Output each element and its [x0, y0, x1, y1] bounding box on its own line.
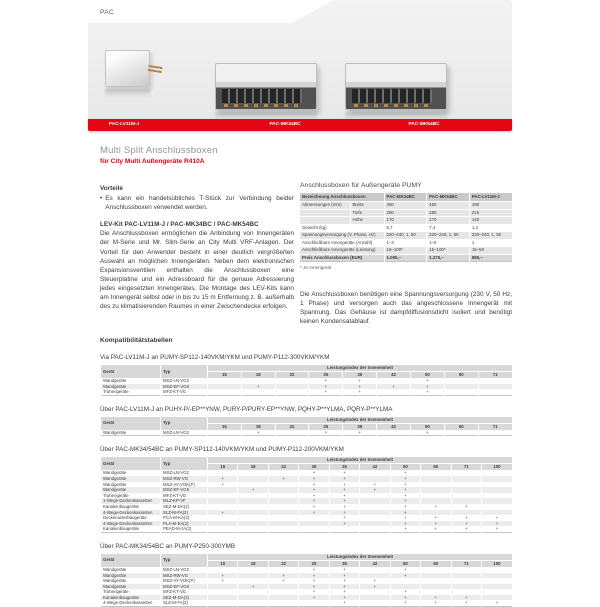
- spec-section: [300, 182, 512, 326]
- spec-row: Spannungsversorgung (V, Phase, Hz) 220–240, 1, 50 220–240, 1, 50 220–240, 1, 50: [300, 232, 512, 240]
- connector-row: [352, 89, 432, 103]
- compat-row: Wandgeräte MSZ-AY-VGK(P) + + + + +: [101, 578, 513, 584]
- product-image-pac-mk54bc: [345, 63, 447, 110]
- spec-row: Tiefe 280 280 215: [300, 209, 512, 217]
- compat-table-title: Über PAC-LV11M-J an PUHY-P/-EP**YNW, PURY-P/PURY-EP**YNW, PQHY-P**YLMA, PQRY-P**YLMA: [100, 405, 393, 413]
- compat-row: Wandgeräte MSZ-LN-VG2 + + +: [101, 567, 513, 573]
- vorteile-heading: Vorteile: [100, 185, 123, 192]
- compat-heading: Kompatibilitätstabellen: [100, 337, 173, 344]
- spec-heading: Anschlussboxen für Außengeräte PUMY: [300, 182, 422, 189]
- bullet-text: • Es kann ein handelsübliches T-Stück zur Verbindung beider Anschlussboxen verwendet werden.: [105, 195, 294, 212]
- compat-row: Kanaleinbaugeräte SEZ-M-DA(2) + + + + +: [101, 504, 513, 510]
- compat-row: Wandgeräte MSZ-EF-VGK + + + +: [101, 584, 513, 590]
- product-label: PAC-MK34BC: [269, 122, 301, 127]
- page-header: [100, 145, 400, 165]
- reflection: [105, 89, 150, 98]
- spec-row: Gewicht (kg) 6,7 7,4 1,3: [300, 224, 512, 232]
- brass-fittings: [354, 104, 428, 107]
- compat-row: Wandgeräte MSZ-EF-VGK + + + + +: [101, 487, 513, 493]
- compat-table: Gerät Typ Leistungsindex der Inneneinheit 15 18 22 25 35 42 50 60 71 Wandgeräte MSZ-LN-VG2 + + + Wandgeräte MSZ-EF-VGK + + + + + Truhengeräte MFZ-KT-VG + + +: [100, 364, 512, 396]
- page-subtitle: für City Multi Außengeräte R410A: [100, 158, 205, 165]
- compat-row: 4-Wege-Deckenkassetten PLA-M-EA(2) + + + + +: [101, 521, 513, 527]
- compat-row: Wandgeräte MSZ-LN-VG2 + + +: [101, 470, 513, 476]
- vorteile-bullet: [100, 194, 294, 212]
- compat-row: Kanaleinbaugeräte SEZ-M-DA(2) + + + + +: [101, 595, 513, 601]
- compat-table-title: Via PAC-LV11M-J an PUMY-SP112-140VKM/YKM und PUMY-P112-300VKM/YKM: [100, 354, 330, 361]
- spec-row: Preis Anschlussboxen (EUR) 1.095,– 1.275,– 985,–: [300, 254, 512, 262]
- spec-table: [300, 192, 512, 262]
- compat-row: 1-Wege-Deckenkassetten MLZ-KP-VF + + +: [101, 498, 513, 504]
- compat-table-1: [100, 354, 512, 396]
- page-title: Multi Split Anschlussboxen: [100, 145, 218, 156]
- compat-section: [100, 337, 512, 607]
- compat-row: Deckenunterbaugeräte PCA-M-KA(2) + + + + +: [101, 515, 513, 521]
- compat-tables: [100, 354, 512, 607]
- compat-table: Gerät Typ Leistungsindex der Inneneinheit 15 18 22 25 35 42 50 60 71 100 Wandgeräte MSZ-LN-VG2 + + + Wandgeräte MSZ-RW-VG + + + + + Wandgeräte MSZ-AY-VGK(P) + + + + + Wandgeräte MSZ-EF-VGK + + + + + Truhengeräte MFZ-KT-VG + + + 1-Wege-Deckenkassetten MLZ-KP-VF + + + Kanaleinbaugeräte SEZ-M-DA(2) + + + + + 4-Wege-Deckenkassetten SLZ-M-FA(2) + + + + Deckenunterbaugeräte PCA-M-KA(2) + + + + + 4-Wege-Deckenkassetten PLA-M-EA(2) + + + + + Kanaleinbaugeräte PEAD-M-JA(2) + + + +: [100, 456, 512, 533]
- levkit-text: Die Anschlussboxen ermöglichen die Anbindung von Innengeräten der M-Serie und Mr. Slim-Serie an City Multi VRF-Anlagen. Der Vorteil für den Anwender besteht in einer deutlich vergrößerten Auswahl an möglichen Innengeräten. Neben dem elektronischen Expansionsventilen enthalten die Anschlussboxen eine Steuerplatine und ein Adressboard für die genaue Adressierung jedes eingesetzten Innengerätes. Die Montage des LEV-Kits kann am Innengerät selbst oder in bis zu 15 m Entfernung z. B. außerhalb des zu klimatisierenden Raumes in einer Zwischendecke erfolgen.: [100, 230, 294, 311]
- compat-row: Truhengeräte MFZ-KT-VG + + +: [101, 493, 513, 499]
- spec-paragraph: Die Anschlussboxen benötigen eine Spannungsversorgung (230 V, 50 Hz, 1 Phase) und versorgen auch das angeschlossene Innengerät mit Spannung. Das Gehäuse ist dampfdiffusionsdicht isoliert und benötigt keinen Kondensatablauf.: [300, 291, 512, 326]
- compat-table-2: [100, 406, 512, 437]
- compat-table-4: [100, 543, 512, 607]
- product-image-pac-lv11m-j: [105, 50, 150, 87]
- levkit-heading: LEV-Kit PAC-LV11M-J / PAC-MK34BC / PAC-MK54BC: [100, 221, 259, 229]
- spec-row: Anschließbare Innengeräte (Anzahl) 1–3 1–5 1: [300, 239, 512, 247]
- spec-footnote: * Je Innengerät: [300, 265, 332, 270]
- compat-row: 4-Wege-Deckenkassetten SLZ-M-FA(2) + + + +: [101, 510, 513, 516]
- compat-row: Wandgeräte MSZ-AY-VGK(P) + + + + +: [101, 482, 513, 488]
- spec-header-row: Bezeichnung Anschlussboxen PAC-MK34BC PAC-MK54BC PAC-LV11M-J: [300, 193, 512, 202]
- connector-row: [222, 89, 302, 103]
- category-label: PAC: [100, 9, 115, 16]
- compat-row: Wandgeräte MSZ-RW-VG + + + + +: [101, 476, 513, 482]
- compat-row: Wandgeräte MSZ-LN-VG2 + + +: [101, 378, 513, 384]
- spec-row: Höhe 170 170 140: [300, 217, 512, 225]
- product-showcase: [88, 0, 512, 131]
- product-image-pac-mk34bc: [215, 63, 317, 110]
- compat-row: Wandgeräte MSZ-RW-VG + + + + +: [101, 573, 513, 579]
- left-column: [100, 184, 294, 311]
- product-banner: [88, 119, 512, 131]
- compat-row: Wandgeräte MSZ-EF-VGK + + + + +: [101, 384, 513, 390]
- compat-row: Wandgeräte MSZ-LN-VG2 + + + +: [101, 430, 513, 436]
- compat-table: Gerät Typ Leistungsindex der Inneneinheit 15 18 22 25 35 42 50 60 71 100 Wandgeräte MSZ-LN-VG2 + + + Wandgeräte MSZ-RW-VG + + + + + Wandgeräte MSZ-AY-VGK(P) + + + + + Wandgeräte MSZ-EF-VGK + + + + Truhengeräte MFZ-KT-VG + + + Kanaleinbaugeräte SEZ-M-DA(2) + + + + + 4-Wege-Deckenkassetten SLZ-M-FA(2) + + + + +: [100, 553, 512, 607]
- brass-fittings: [224, 104, 298, 107]
- spec-row: Abmessungen (mm) Breite 450 450 190: [300, 202, 512, 210]
- compat-row: 4-Wege-Deckenkassetten SLZ-M-FA(2) + + + + +: [101, 600, 513, 606]
- compat-table: Gerät Typ Leistungsindex der Inneneinheit 15 18 22 25 35 42 50 60 71 Wandgeräte MSZ-LN-VG2 + + + +: [100, 416, 512, 437]
- compat-table-title: Über PAC-MK34/54BC an PUMY-SP112-140VKM/YKM und PUMY-P112-200VKM/YKM: [100, 446, 344, 454]
- compat-table-3: [100, 446, 512, 533]
- compat-row: Kanaleinbaugeräte PEAD-M-JA(2) + + + +: [101, 526, 513, 532]
- compat-table-title: Über PAC-MK34/54BC an PUMY-P250-300YMB: [100, 542, 236, 550]
- product-label: PAC-LV11M-J: [108, 122, 140, 127]
- spec-row: Anschließbare Innengeräte (Leistung) 15–100* 15–100* 15–50: [300, 247, 512, 255]
- product-label: PAC-MK54BC: [408, 122, 440, 127]
- compat-row: Truhengeräte MFZ-KT-VG + + +: [101, 389, 513, 395]
- compat-row: Truhengeräte MFZ-KT-VG + + +: [101, 589, 513, 595]
